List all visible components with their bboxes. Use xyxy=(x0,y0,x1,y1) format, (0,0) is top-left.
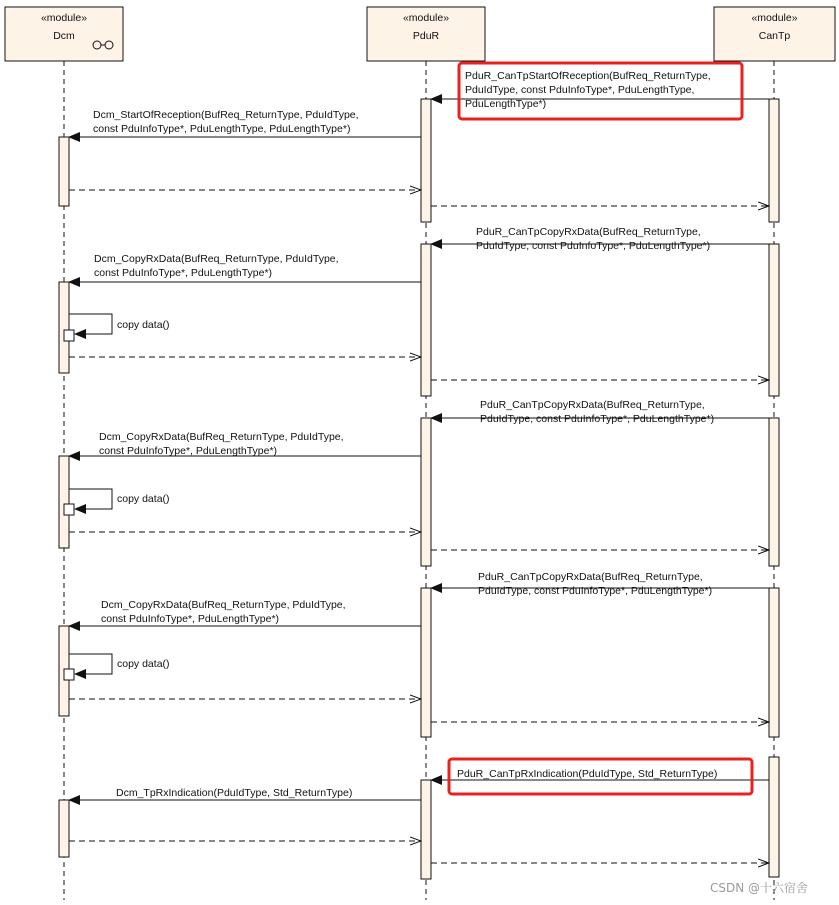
activation-bar-cantp xyxy=(769,588,779,737)
message-label: Dcm_TpRxIndication(PduIdType, Std_ReturnType) xyxy=(116,787,353,799)
message-label: PduR_CanTpCopyRxData(BufReq_ReturnType, xyxy=(480,399,705,411)
participant-name: CanTp xyxy=(758,30,791,42)
activation-bar-pdur xyxy=(421,244,431,396)
message-self xyxy=(69,314,112,334)
message-label: Dcm_CopyRxData(BufReq_ReturnType, PduIdType, xyxy=(101,599,346,611)
activation-bar-cantp xyxy=(769,99,779,222)
watermark: CSDN @十六宿舍 xyxy=(710,881,809,895)
message-label: Dcm_CopyRxData(BufReq_ReturnType, PduIdType, xyxy=(99,431,344,443)
message-self xyxy=(69,654,112,674)
activation-bar-pdur xyxy=(421,780,431,879)
participant-name: Dcm xyxy=(53,30,75,42)
self-call-arrow xyxy=(69,489,112,509)
message-label: PduIdType, const PduInfoType*, PduLengthType*) xyxy=(476,240,711,252)
message-label: copy data() xyxy=(117,319,170,331)
activation-bar-cantp xyxy=(769,757,779,877)
activation-bar-pdur xyxy=(421,418,431,566)
activation-bar-pdur xyxy=(421,588,431,737)
activation-bar-dcm xyxy=(59,282,69,373)
message-label: copy data() xyxy=(117,493,170,505)
self-call-box xyxy=(64,504,74,515)
message-label: PduIdType, const PduInfoType*, PduLengthType*) xyxy=(478,585,713,597)
message-label: const PduInfoType*, PduLengthType, PduLengthType*) xyxy=(93,123,351,135)
message-label: PduIdType, const PduInfoType*, PduLengthType, xyxy=(465,84,695,96)
message-self xyxy=(69,489,112,509)
activation-bar-dcm xyxy=(59,137,69,206)
message-label: Dcm_StartOfReception(BufReq_ReturnType, PduIdType, xyxy=(93,109,359,121)
message-label: const PduInfoType*, PduLengthType*) xyxy=(94,267,273,279)
message-label: PduR_CanTpStartOfReception(BufReq_ReturnType, xyxy=(465,70,711,82)
activation-bar-pdur xyxy=(421,99,431,222)
activation-bar-dcm xyxy=(59,800,69,857)
message-label: Dcm_CopyRxData(BufReq_ReturnType, PduIdType, xyxy=(94,253,339,265)
participant-stereotype: «module» xyxy=(40,12,88,24)
self-call-arrow xyxy=(69,314,112,334)
participant-name: PduR xyxy=(412,30,440,42)
message-label: PduR_CanTpCopyRxData(BufReq_ReturnType, xyxy=(476,226,701,238)
activation-bar-cantp xyxy=(769,244,779,396)
self-call-arrow xyxy=(69,654,112,674)
self-call-box xyxy=(64,330,74,341)
activation-bar-dcm xyxy=(59,456,69,548)
message-label: copy data() xyxy=(117,658,170,670)
message-label: const PduInfoType*, PduLengthType*) xyxy=(99,445,278,457)
participant-stereotype: «module» xyxy=(402,12,450,24)
message-label: PduLengthType*) xyxy=(465,98,547,110)
self-call-box xyxy=(64,669,74,680)
message-label: PduR_CanTpRxIndication(PduIdType, Std_ReturnType) xyxy=(457,768,718,780)
activation-bar-cantp xyxy=(769,418,779,566)
message-label: PduR_CanTpCopyRxData(BufReq_ReturnType, xyxy=(478,571,703,583)
participant-stereotype: «module» xyxy=(751,12,798,24)
message-label: PduIdType, const PduInfoType*, PduLengthType*) xyxy=(480,413,715,425)
message-label: const PduInfoType*, PduLengthType*) xyxy=(101,613,280,625)
